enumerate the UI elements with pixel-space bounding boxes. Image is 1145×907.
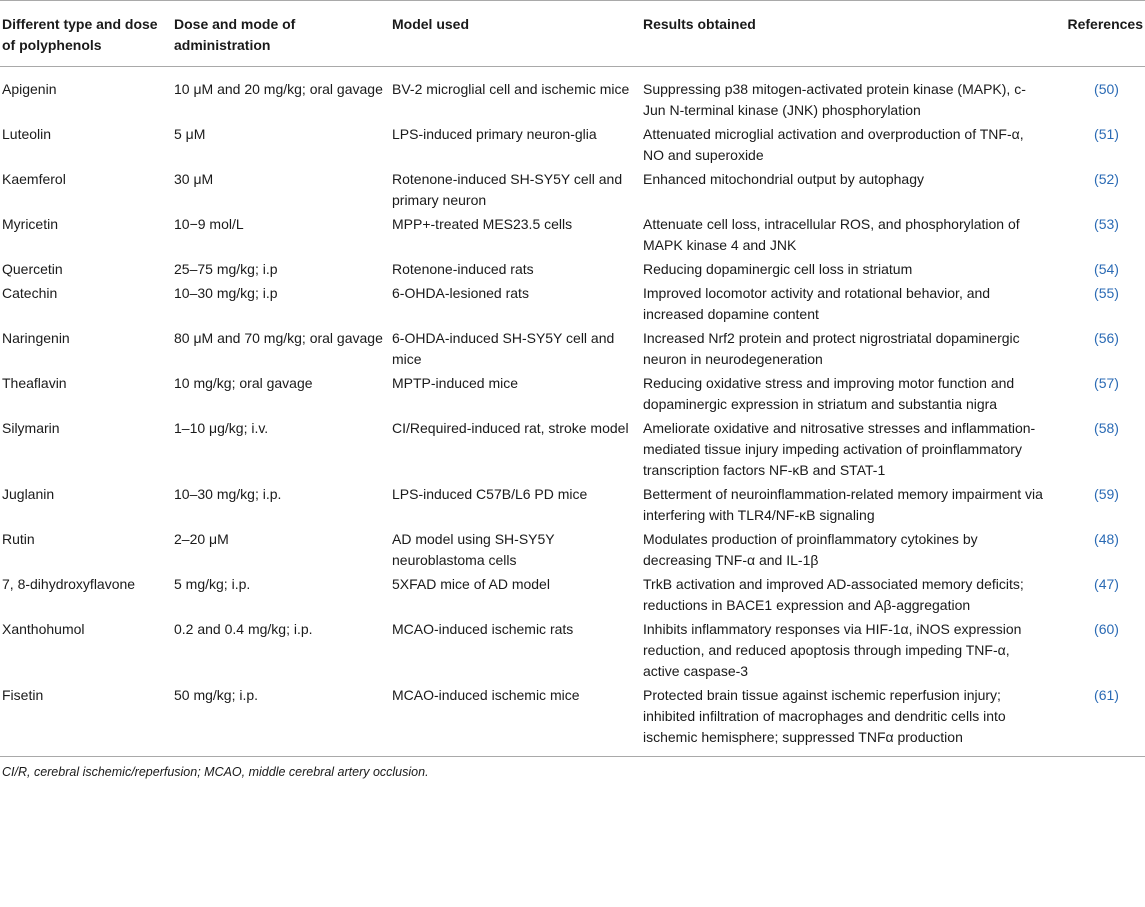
table-row [0,571,1145,616]
cell-model: Rotenone-induced SH-SY5Y cell and primary neuron [392,171,623,208]
cell-dose: 30 μM [174,171,214,187]
cell-reference-link[interactable]: (58) [1094,420,1119,436]
cell-model: BV-2 microglial cell and ischemic mice [392,81,630,97]
header-references: References [1054,1,1145,67]
cell-results: TrkB activation and improved AD-associated memory deficits; reductions in BACE1 expression and Aβ-aggregation [643,576,1024,613]
cell-dose: 5 mg/kg; i.p. [174,576,251,592]
table-row [0,526,1145,571]
cell-results: Inhibits inflammatory responses via HIF-1α, iNOS expression reduction, and reduced apoptosis through impeding TNF-α, active caspase-3 [643,621,1022,679]
cell-results: Modulates production of proinflammatory cytokines by decreasing TNF-α and IL-1β [643,531,978,568]
cell-results: Suppressing p38 mitogen-activated protein kinase (MAPK), c-Jun N-terminal kinase (JNK) phosphorylation [643,81,1026,118]
table-row [0,211,1145,256]
cell-model: MCAO-induced ischemic mice [392,687,580,703]
cell-polyphenol: Kaemferol [2,171,66,187]
cell-model: 5XFAD mice of AD model [392,576,550,592]
cell-model: AD model using SH-SY5Y neuroblastoma cells [392,531,555,568]
cell-model: MPTP-induced mice [392,375,519,391]
cell-dose: 10−9 mol/L [174,216,244,232]
cell-dose: 80 μM and 70 mg/kg; oral gavage [174,330,383,346]
cell-model: CI/Required-induced rat, stroke model [392,420,629,436]
cell-reference-link[interactable]: (59) [1094,486,1119,502]
cell-results: Protected brain tissue against ischemic reperfusion injury; inhibited infiltration of macrophages and dendritic cells into ischemic hemisphere; suppressed TNFα production [643,687,1006,745]
cell-polyphenol: Myricetin [2,216,59,232]
cell-dose: 1–10 μg/kg; i.v. [174,420,269,436]
cell-polyphenol: Quercetin [2,261,63,277]
cell-model: 6-OHDA-induced SH-SY5Y cell and mice [392,330,615,367]
cell-dose: 25–75 mg/kg; i.p [174,261,278,277]
cell-model: Rotenone-induced rats [392,261,534,277]
cell-polyphenol: Rutin [2,531,35,547]
cell-dose: 10–30 mg/kg; i.p. [174,486,282,502]
table-row [0,166,1145,211]
cell-reference-link[interactable]: (48) [1094,531,1119,547]
table-row [0,481,1145,526]
cell-results: Improved locomotor activity and rotational behavior, and increased dopamine content [643,285,991,322]
cell-dose: 10 μM and 20 mg/kg; oral gavage [174,81,383,97]
cell-polyphenol: Apigenin [2,81,57,97]
cell-dose: 10 mg/kg; oral gavage [174,375,313,391]
cell-model: MCAO-induced ischemic rats [392,621,574,637]
cell-results: Enhanced mitochondrial output by autophagy [643,171,924,187]
cell-reference-link[interactable]: (61) [1094,687,1119,703]
header-results: Results obtained [641,1,1054,67]
cell-reference-link[interactable]: (53) [1094,216,1119,232]
cell-results: Attenuated microglial activation and overproduction of TNF-α, NO and superoxide [643,126,1024,163]
cell-polyphenol: Catechin [2,285,58,301]
cell-reference-link[interactable]: (52) [1094,171,1119,187]
cell-model: MPP+-treated MES23.5 cells [392,216,573,232]
table-row [0,682,1145,756]
cell-dose: 0.2 and 0.4 mg/kg; i.p. [174,621,313,637]
cell-reference-link[interactable]: (55) [1094,285,1119,301]
cell-polyphenol: Luteolin [2,126,52,142]
table-row [0,325,1145,370]
table-footnote: CI/R, cerebral ischemic/reperfusion; MCAO, middle cerebral artery occlusion. [2,765,429,779]
cell-results: Reducing oxidative stress and improving motor function and dopaminergic expression in striatum and substantia nigra [643,375,1015,412]
cell-dose: 2–20 μM [174,531,229,547]
cell-model: LPS-induced primary neuron-glia [392,126,597,142]
cell-reference-link[interactable]: (60) [1094,621,1119,637]
table-body [0,67,1145,757]
cell-reference-link[interactable]: (50) [1094,81,1119,97]
header-model: Model used [390,1,641,67]
cell-polyphenol: Theaflavin [2,375,67,391]
cell-polyphenol: Juglanin [2,486,55,502]
cell-results: Ameliorate oxidative and nitrosative stresses and inflammation-mediated tissue injury impeding activation of proinflammatory transcription factors NF-κB and STAT-1 [643,420,1036,478]
cell-dose: 10–30 mg/kg; i.p [174,285,278,301]
table-row [0,280,1145,325]
table-row [0,67,1145,122]
header-dose: Dose and mode of administration [172,1,390,67]
table-row [0,370,1145,415]
table-row [0,616,1145,682]
cell-reference-link[interactable]: (47) [1094,576,1119,592]
cell-polyphenol: Silymarin [2,420,60,436]
cell-polyphenol: Xanthohumol [2,621,85,637]
cell-results: Reducing dopaminergic cell loss in striatum [643,261,913,277]
cell-reference-link[interactable]: (57) [1094,375,1119,391]
cell-dose: 50 mg/kg; i.p. [174,687,259,703]
cell-dose: 5 μM [174,126,206,142]
table-row [0,415,1145,481]
header-polyphenol: Different type and dose of polyphenols [0,1,172,67]
cell-results: Betterment of neuroinflammation-related memory impairment via interfering with TLR4/NF-κB signaling [643,486,1043,523]
cell-results: Attenuate cell loss, intracellular ROS, and phosphorylation of MAPK kinase 4 and JNK [643,216,1020,253]
cell-reference-link[interactable]: (54) [1094,261,1119,277]
table-row [0,121,1145,166]
cell-polyphenol: Naringenin [2,330,70,346]
cell-results: Increased Nrf2 protein and protect nigrostriatal dopaminergic neuron in neurodegeneration [643,330,1020,367]
cell-model: LPS-induced C57B/L6 PD mice [392,486,588,502]
cell-reference-link[interactable]: (51) [1094,126,1119,142]
cell-model: 6-OHDA-lesioned rats [392,285,529,301]
table-row [0,256,1145,280]
table-header-row [0,1,1145,67]
cell-polyphenol: Fisetin [2,687,44,703]
cell-polyphenol: 7, 8-dihydroxyflavone [2,576,136,592]
cell-reference-link[interactable]: (56) [1094,330,1119,346]
